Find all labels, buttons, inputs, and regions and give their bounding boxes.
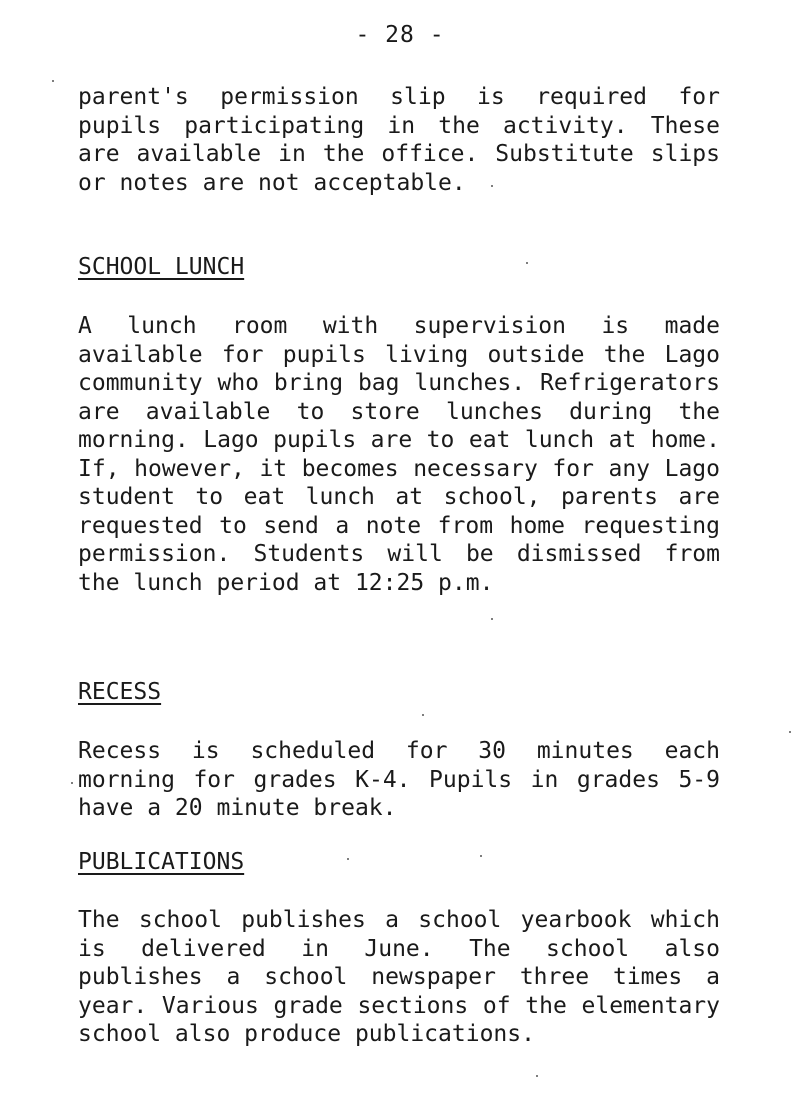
scan-speck: [52, 80, 54, 82]
scan-speck: [491, 185, 493, 187]
scan-speck: [347, 858, 349, 860]
scan-speck: [491, 618, 493, 620]
page-number: - 28 -: [355, 22, 445, 48]
intro-paragraph: parent's permission slip is required for pupils participating in the activity. These are available in the office. Substitute slips or notes are not acceptable.: [78, 84, 720, 196]
scan-speck: [71, 782, 73, 784]
scan-speck: [480, 855, 482, 857]
school-lunch-paragraph: A lunch room with supervision is made available for pupils living outside the Lago community who bring bag lunches. Refrigerators are available to store lunches during the morning. Lago pupils are to eat lunch at home. If, however, it becomes necessary for any Lago student to eat lunch at school, parents are requested to send a note from home requesting permission. Students will be dismissed from the lunch period at 12:25 p.m.: [78, 313, 720, 596]
scan-speck: [526, 262, 528, 264]
publications-paragraph: The school publishes a school yearbook which is delivered in June. The school also publishes a school newspaper three times a year. Various grade sections of the elementary school also produce publications.: [78, 907, 720, 1047]
school-lunch-heading: SCHOOL LUNCH: [78, 254, 245, 280]
scan-speck: [536, 1075, 538, 1077]
publications-heading: PUBLICATIONS: [78, 849, 245, 875]
scan-speck: [789, 731, 791, 733]
scan-speck: [422, 714, 424, 716]
recess-paragraph: Recess is scheduled for 30 minutes each morning for grades K-4. Pupils in grades 5-9 have a 20 minute break.: [78, 738, 720, 821]
recess-heading: RECESS: [78, 679, 162, 705]
